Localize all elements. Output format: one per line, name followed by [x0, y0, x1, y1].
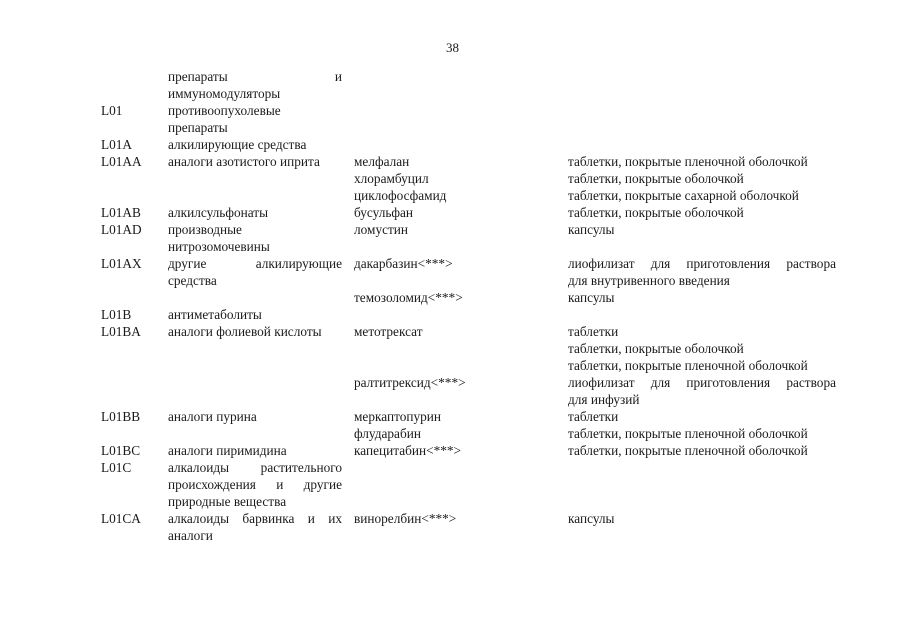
atc-group-name	[168, 442, 342, 459]
group-line: аналоги	[168, 528, 213, 543]
form-line: таблетки, покрытые оболочкой	[568, 205, 744, 220]
group-line: аналоги пиримидина	[168, 443, 287, 458]
form-line: капсулы	[568, 511, 615, 526]
form-line: таблетки, покрытые оболочкой	[568, 341, 744, 356]
dosage-form	[568, 408, 836, 442]
drug-name	[354, 510, 554, 527]
group-line: аналоги пурина	[168, 409, 257, 424]
drug-line: ралтитрексид<***>	[354, 375, 466, 390]
drug-name	[354, 374, 554, 391]
atc-group-name	[168, 204, 342, 221]
group-line: препараты	[168, 120, 228, 135]
atc-group-name	[168, 459, 342, 510]
group-line: противоопухолевые	[168, 103, 281, 118]
atc-group-name	[168, 306, 342, 323]
form-line: для внутривенного введения	[568, 273, 730, 288]
drug-line: метотрексат	[354, 324, 423, 339]
dosage-form	[568, 510, 836, 527]
dosage-form	[568, 289, 836, 306]
atc-group-name	[168, 323, 342, 340]
atc-code: L01BB	[101, 409, 141, 424]
form-line: лиофилизат для приготовления раствора	[568, 256, 836, 271]
atc-group-name	[168, 255, 342, 289]
atc-code: L01AD	[101, 222, 142, 237]
drug-name	[354, 408, 554, 442]
group-line: другие алкилирующие	[168, 256, 342, 271]
group-line: нитрозомочевины	[168, 239, 270, 254]
drug-line: хлорамбуцил	[354, 171, 429, 186]
atc-code: L01AX	[101, 256, 142, 271]
group-line: алкилирующие средства	[168, 137, 307, 152]
drug-name	[354, 289, 554, 306]
atc-group-name	[168, 153, 342, 170]
atc-group-name	[168, 510, 342, 544]
drug-name	[354, 323, 554, 340]
group-line: средства	[168, 273, 217, 288]
dosage-form	[568, 255, 836, 289]
form-line: для инфузий	[568, 392, 640, 407]
atc-group-name	[168, 68, 342, 102]
drug-line: капецитабин<***>	[354, 443, 462, 458]
group-line: происхождения и другие	[168, 477, 342, 492]
dosage-form	[568, 374, 836, 408]
dosage-form	[568, 323, 836, 374]
group-line: алкалоиды барвинка и их	[168, 511, 342, 526]
form-line: таблетки, покрытые пленочной оболочкой	[568, 358, 808, 373]
drug-line: циклофосфамид	[354, 188, 447, 203]
dosage-form	[568, 221, 836, 238]
form-line: таблетки, покрытые сахарной оболочкой	[568, 188, 799, 203]
atc-code: L01AA	[101, 154, 142, 169]
drug-line: темозоломид<***>	[354, 290, 463, 305]
drug-name	[354, 442, 554, 459]
atc-group-name	[168, 136, 342, 153]
drug-line: винорелбин<***>	[354, 511, 457, 526]
drug-name	[354, 221, 554, 238]
dosage-form	[568, 153, 836, 204]
group-line: препараты и	[168, 69, 342, 84]
form-line: таблетки, покрытые оболочкой	[568, 171, 744, 186]
dosage-form	[568, 204, 836, 221]
atc-code: L01AB	[101, 205, 141, 220]
drug-name	[354, 153, 554, 204]
form-line: таблетки, покрытые пленочной оболочкой	[568, 443, 808, 458]
drug-line: дакарбазин<***>	[354, 256, 453, 271]
form-line: таблетки, покрытые пленочной оболочкой	[568, 426, 808, 441]
atc-group-name	[168, 408, 342, 425]
group-line: алкалоиды растительного	[168, 460, 342, 475]
group-line: антиметаболиты	[168, 307, 262, 322]
form-line: капсулы	[568, 290, 615, 305]
atc-code: L01BC	[101, 443, 141, 458]
drug-name	[354, 204, 554, 221]
atc-group-name	[168, 221, 342, 255]
atc-code: L01BA	[101, 324, 141, 339]
drug-line: бусульфан	[354, 205, 414, 220]
drug-line: меркаптопурин	[354, 409, 441, 424]
atc-group-name	[168, 102, 342, 136]
form-line: лиофилизат для приготовления раствора	[568, 375, 836, 390]
drug-line: ломустин	[354, 222, 409, 237]
form-line: капсулы	[568, 222, 615, 237]
atc-code: L01B	[101, 307, 132, 322]
group-line: иммуномодуляторы	[168, 86, 281, 101]
atc-code: L01C	[101, 460, 132, 475]
form-line: таблетки	[568, 324, 619, 339]
atc-code: L01A	[101, 137, 133, 152]
drug-name	[354, 255, 554, 272]
group-line: природные вещества	[168, 494, 287, 509]
group-line: алкилсульфонаты	[168, 205, 269, 220]
atc-code: L01	[101, 103, 123, 118]
group-line: аналоги фолиевой кислоты	[168, 324, 322, 339]
atc-code: L01CA	[101, 511, 141, 526]
drug-line: флударабин	[354, 426, 421, 441]
form-line: таблетки, покрытые пленочной оболочкой	[568, 154, 808, 169]
dosage-form	[568, 442, 836, 459]
page-number: 38	[446, 40, 459, 55]
group-line: производные	[168, 222, 242, 237]
form-line: таблетки	[568, 409, 619, 424]
drug-line: мелфалан	[354, 154, 410, 169]
group-line: аналоги азотистого иприта	[168, 154, 320, 169]
